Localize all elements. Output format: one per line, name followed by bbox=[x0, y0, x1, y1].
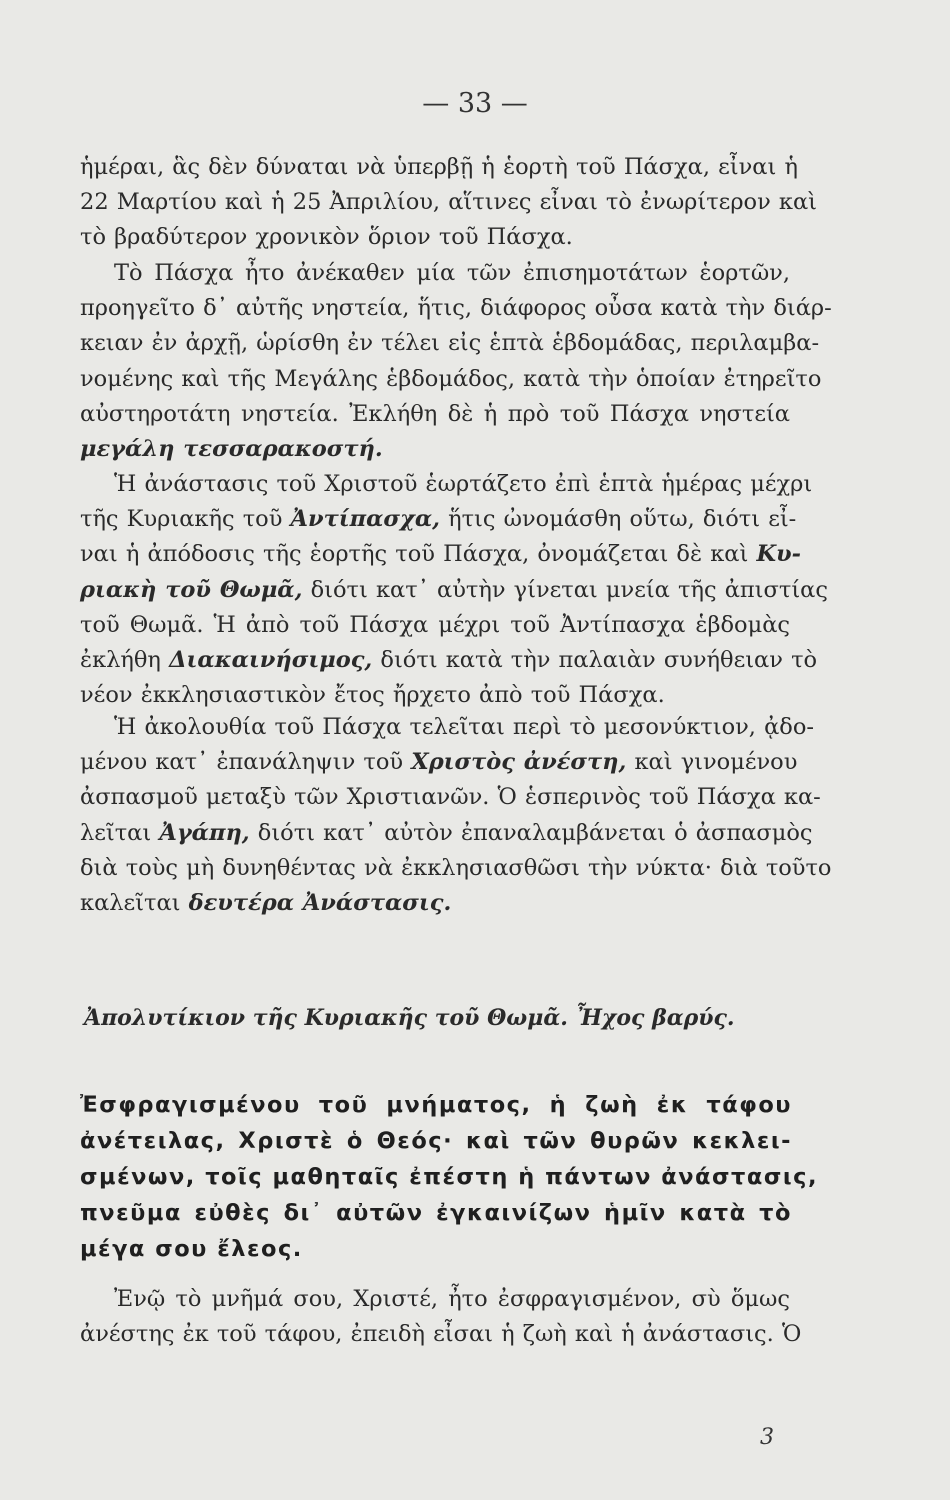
paragraph-5 bbox=[80, 1282, 802, 1352]
text-line: τὸ βραδύτερον χρονικὸν ὅριον τοῦ Πάσχα. bbox=[80, 224, 573, 251]
hymn-text bbox=[80, 1087, 819, 1267]
hymn-line: Ἐσφραγισμένου τοῦ μνήματος, ἡ ζωὴ ἐκ τάφου bbox=[80, 1092, 792, 1118]
text-line bbox=[80, 537, 801, 572]
bold-term-christos-anesti: Χριστὸς ἀνέστη, bbox=[411, 749, 627, 776]
text-line bbox=[80, 643, 818, 678]
text-run: διότι κατ᾽ αὐτὸν ἐπαναλαμβάνεται ὁ ἀσπασμὸς bbox=[249, 819, 813, 846]
bold-term-great-lent: μεγάλη τεσσαρακοστή. bbox=[80, 436, 383, 463]
paragraph-1 bbox=[80, 150, 818, 256]
text-run: διότι κατ᾽ αὐτὴν γίνεται μνεία τῆς ἀπιστίας bbox=[302, 576, 828, 603]
text-line: Ἡ ἀνάστασις τοῦ Χριστοῦ ἑωρτάζετο ἐπὶ ἑπτὰ ἡμέρας μέχρι bbox=[114, 471, 813, 497]
hymn-line: ἀνέτειλας, Χριστὲ ὁ Θεός· καὶ τῶν θυρῶν κεκλει- bbox=[80, 1128, 792, 1154]
bold-term-second-resurrection: δευτέρα Ἀνάστασις. bbox=[188, 890, 452, 917]
bold-term-kyriake-start: Κυ- bbox=[756, 541, 801, 568]
text-run: καὶ γινομένου bbox=[626, 749, 798, 776]
text-line bbox=[80, 886, 790, 921]
text-line: διὰ τοὺς μὴ δυνηθέντας νὰ ἐκκλησιασθῶσι τὴν νύκτα· διὰ τοῦτο bbox=[80, 854, 832, 881]
text-run: καλεῖται bbox=[80, 890, 189, 917]
hymn-line: μέγα σου ἔλεος. bbox=[80, 1236, 303, 1262]
text-line bbox=[80, 745, 798, 780]
text-line: αὐστηροτάτη νηστεία. Ἐκλήθη δὲ ἡ πρὸ τοῦ Πάσχα νηστεία bbox=[80, 400, 790, 427]
text-run: ναι ἡ ἀπόδοσις τῆς ἑορτῆς τοῦ Πάσχα, ὀνομάζεται δὲ καὶ bbox=[80, 541, 757, 568]
text-line: κειαν ἐν ἀρχῇ, ὡρίσθη ἐν τέλει εἰς ἑπτὰ ἑβδομάδας, περιλαμβα- bbox=[80, 330, 820, 357]
hymn-title: Ἀπολυτίκιον τῆς Κυριακῆς τοῦ Θωμᾶ. Ἦχος βαρύς. bbox=[84, 1005, 735, 1031]
bold-term-diakainesimos: Διακαινήσιμος, bbox=[169, 647, 373, 674]
text-line bbox=[80, 816, 813, 851]
text-line: νέον ἐκκλησιαστικὸν ἔτος ἤρχετο ἀπὸ τοῦ Πάσχα. bbox=[80, 682, 665, 709]
bold-term-antipascha: Ἀντίπασχα, bbox=[290, 506, 440, 533]
text-line: ἡμέραι, ἃς δὲν δύναται νὰ ὑπερβῇ ἡ ἑορτὴ τοῦ Πάσχα, εἶναι ἡ bbox=[80, 154, 798, 180]
text-line: Τὸ Πάσχα ἦτο ἀνέκαθεν μία τῶν ἐπισημοτάτων ἑορτῶν, bbox=[114, 260, 790, 286]
page-number: — 33 — bbox=[422, 88, 528, 119]
paragraph-3 bbox=[80, 467, 828, 713]
paragraph-2 bbox=[80, 256, 832, 467]
text-line bbox=[80, 502, 797, 537]
text-run: τῆς Κυριακῆς τοῦ bbox=[80, 506, 291, 533]
text-line bbox=[80, 573, 828, 608]
text-line: 22 Μαρτίου καὶ ἡ 25 Ἀπριλίου, αἵτινες εἶναι τὸ ἐνωρίτερον καὶ bbox=[80, 189, 818, 216]
text-line: προηγεῖτο δ᾽ αὐτῆς νηστεία, ἥτις, διάφορος οὖσα κατὰ τὴν διάρ- bbox=[80, 295, 832, 322]
text-run: μένου κατ᾽ ἐπανάληψιν τοῦ bbox=[80, 749, 412, 776]
text-line: ἀσπασμοῦ μεταξὺ τῶν Χριστιανῶν. Ὁ ἑσπερινὸς τοῦ Πάσχα κα- bbox=[80, 784, 821, 811]
text-line: νομένης καὶ τῆς Μεγάλης ἑβδομάδος, κατὰ τὴν ὁποίαν ἐτηρεῖτο bbox=[80, 365, 822, 392]
text-run: λεῖται bbox=[80, 819, 160, 846]
hymn-line: πνεῦμα εὐθὲς δι᾽ αὐτῶν ἐγκαινίζων ἡμῖν κατὰ τὸ bbox=[80, 1200, 792, 1226]
bold-term-agape: Ἀγάπη, bbox=[159, 819, 250, 846]
text-run: ἐκλήθη bbox=[80, 647, 170, 674]
text-run: ἥτις ὠνομάσθη οὕτω, διότι εἶ- bbox=[439, 506, 797, 533]
text-line: Ἐνῷ τὸ μνῆμά σου, Χριστέ, ἦτο ἐσφραγισμένον, σὺ ὅμως bbox=[114, 1286, 790, 1312]
paragraph-4 bbox=[80, 710, 832, 921]
text-line: τοῦ Θωμᾶ. Ἡ ἀπὸ τοῦ Πάσχα μέχρι τοῦ Ἀντίπασχα ἑβδομὰς bbox=[80, 611, 790, 638]
text-line: ἀνέστης ἐκ τοῦ τάφου, ἐπειδὴ εἶσαι ἡ ζωὴ καὶ ἡ ἀνάστασις. Ὁ bbox=[80, 1321, 802, 1348]
text-run: διότι κατὰ τὴν παλαιὰν συνήθειαν τὸ bbox=[372, 647, 818, 674]
hymn-line: σμένων, τοῖς μαθηταῖς ἐπέστη ἡ πάντων ἀνάστασις, bbox=[80, 1164, 819, 1190]
text-line: Ἡ ἀκολουθία τοῦ Πάσχα τελεῖται περὶ τὸ μεσονύκτιον, ᾀδο- bbox=[114, 714, 814, 740]
signature-mark: 3 bbox=[760, 1425, 774, 1450]
bold-term-kyriake-end: ριακὴ τοῦ Θωμᾶ, bbox=[80, 576, 303, 603]
